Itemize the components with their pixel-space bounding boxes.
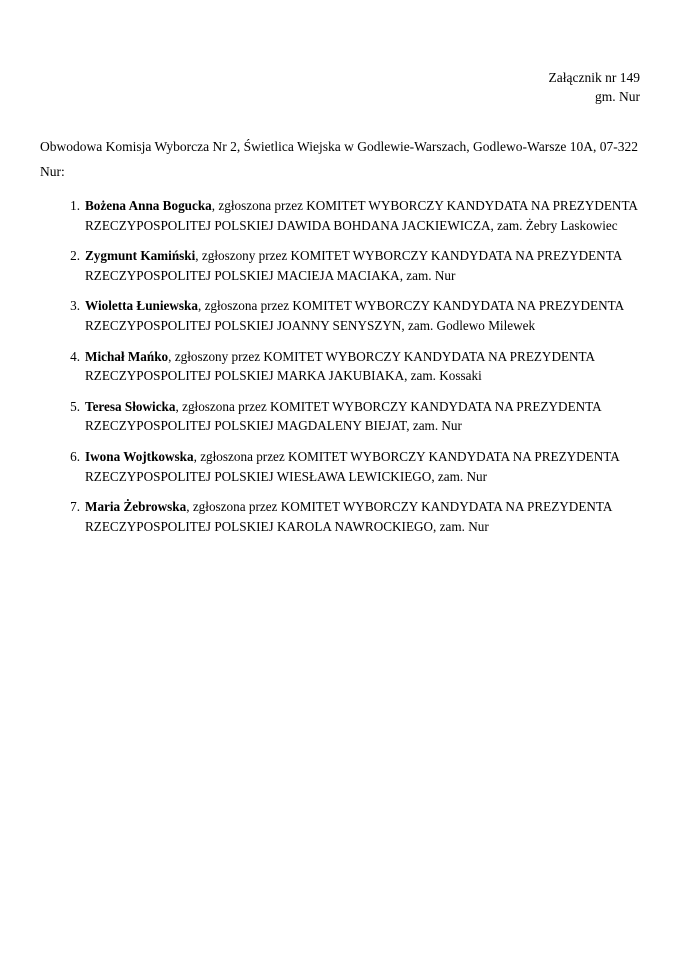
candidate-name: Zygmunt Kamiński bbox=[85, 248, 196, 264]
list-item-number: 7. bbox=[70, 499, 80, 515]
list-item bbox=[40, 296, 640, 335]
list-item-number: 1. bbox=[70, 198, 80, 213]
candidate-committee-details: , zgłoszona przez KOMITET WYBORCZY KANDYDATA NA PREZYDENTA RZECZYPOSPOLITEJ POLSKIEJ KAROLA NAWROCKIEGO, zam. Nur bbox=[85, 499, 612, 534]
candidate-name: Wioletta Łuniewska bbox=[85, 298, 198, 314]
document-header bbox=[549, 68, 640, 106]
commission-intro-paragraph: Obwodowa Komisja Wyborcza Nr 2, Świetlica Wiejska w Godlewie-Warszach, Godlewo-Warsze 10A, 07-322 Nur: bbox=[40, 138, 639, 179]
candidate-name: Michał Mańko bbox=[85, 348, 169, 364]
list-item bbox=[40, 246, 640, 285]
list-item bbox=[40, 196, 640, 235]
list-item-number: 3. bbox=[70, 298, 80, 314]
list-item-number: 6. bbox=[70, 448, 80, 464]
candidate-committee-details: , zgłoszona przez KOMITET WYBORCZY KANDYDATA NA PREZYDENTA RZECZYPOSPOLITEJ POLSKIEJ WIESŁAWA LEWICKIEGO, zam. Nur bbox=[85, 448, 620, 484]
candidate-name: Bożena Anna Bogucka bbox=[85, 198, 212, 213]
candidate-name: Maria Żebrowska bbox=[85, 499, 187, 515]
candidate-committee-details: , zgłoszona przez KOMITET WYBORCZY KANDYDATA NA PREZYDENTA RZECZYPOSPOLITEJ POLSKIEJ JOANNY SENYSZYN, zam. Godlewo Milewek bbox=[85, 298, 624, 333]
list-item-number: 2. bbox=[70, 248, 80, 264]
list-item bbox=[40, 347, 640, 386]
candidate-committee-details: , zgłoszona przez KOMITET WYBORCZY KANDYDATA NA PREZYDENTA RZECZYPOSPOLITEJ POLSKIEJ DAWIDA BOHDANA JACKIEWICZA, zam. Żebry Laskowiec bbox=[85, 198, 638, 233]
list-item bbox=[40, 447, 640, 486]
municipality-name: gm. Nur bbox=[595, 89, 640, 104]
list-item bbox=[40, 397, 640, 436]
candidate-name: Iwona Wojtkowska bbox=[85, 448, 194, 464]
candidate-name: Teresa Słowicka bbox=[85, 398, 176, 414]
candidate-committee-details: , zgłoszony przez KOMITET WYBORCZY KANDYDATA NA PREZYDENTA RZECZYPOSPOLITEJ POLSKIEJ MARKA JAKUBIAKA, zam. Kossaki bbox=[85, 348, 595, 384]
candidate-committee-details: , zgłoszona przez KOMITET WYBORCZY KANDYDATA NA PREZYDENTA RZECZYPOSPOLITEJ POLSKIEJ MAGDALENY BIEJAT, zam. Nur bbox=[85, 398, 601, 434]
attachment-number: Załącznik nr 149 bbox=[548, 70, 640, 85]
candidate-committee-details: , zgłoszony przez KOMITET WYBORCZY KANDYDATA NA PREZYDENTA RZECZYPOSPOLITEJ POLSKIEJ MACIEJA MACIAKA, zam. Nur bbox=[85, 248, 622, 283]
candidate-list bbox=[40, 196, 640, 536]
list-item bbox=[40, 497, 640, 536]
list-item-number: 5. bbox=[70, 398, 80, 414]
list-item-number: 4. bbox=[70, 348, 80, 364]
